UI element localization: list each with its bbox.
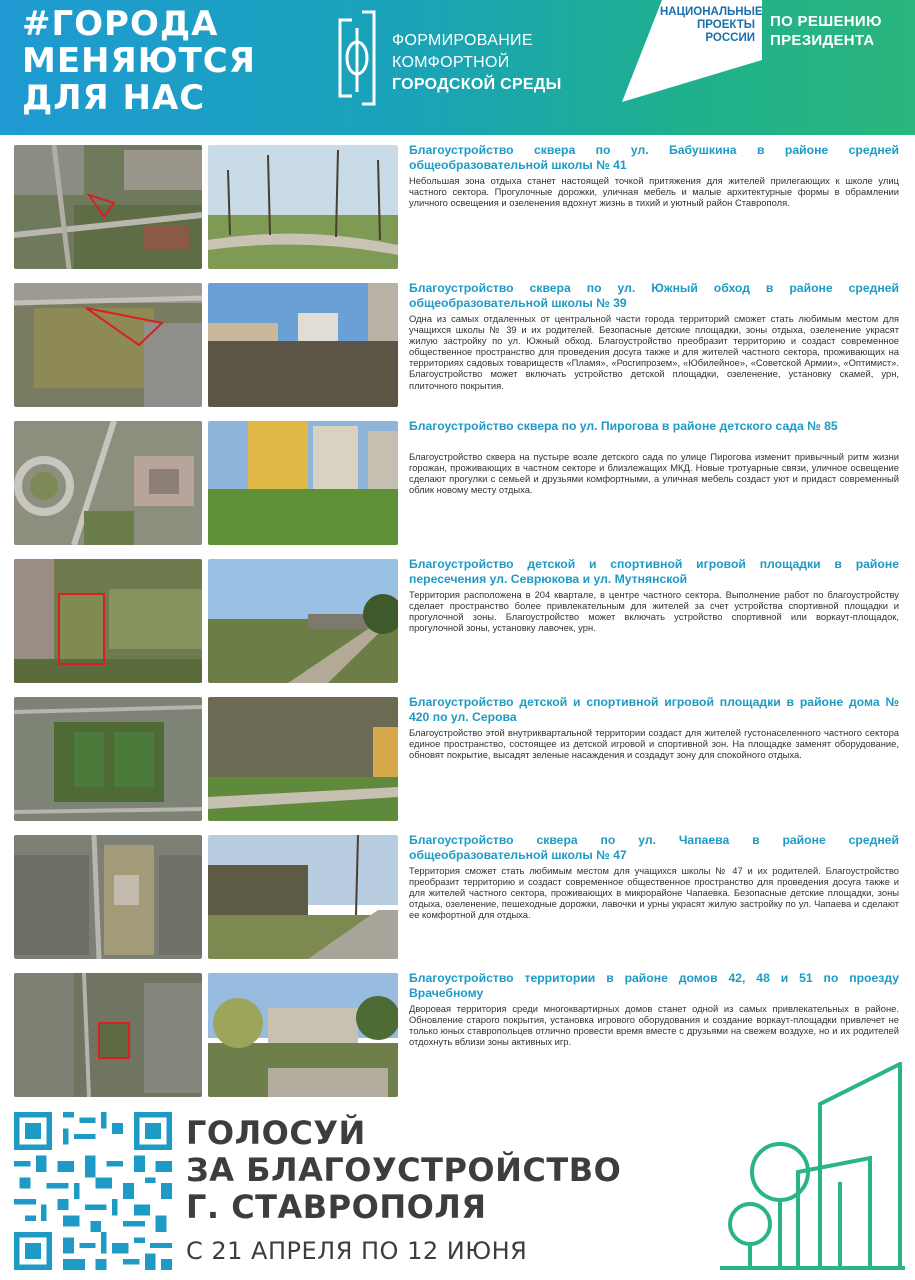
site-photo bbox=[208, 835, 398, 959]
project-description: Одна из самых отдаленных от центральной части города территорий сможет стать любимым местом для учащихся школы № 39 и их родителей. Безопасные детские площадки, зоны отдыха, озеленение украсят жилую застройку по ул. Южный обход. Благоустройство преобразит территорию и создаст современное общественное пространство для проведения досуга также и для жителей частного сектора, проживающих на территориях садовых товариществ «Пламя», «Росгипрозем», «Юбилейное», «Советской Армии», «Оптимист». Благоустройство может включать устройство детской площадки, озеленение, установку скамей, урн, плиточного покрытия. bbox=[409, 313, 899, 391]
project-title: Благоустройство сквера по ул. Чапаева в районе средней общеобразовательной школы № 47 bbox=[409, 833, 899, 862]
site-photo bbox=[208, 283, 398, 407]
comfortable-city-logo-icon bbox=[332, 8, 382, 108]
voting-dates: С 21 АПРЕЛЯ ПО 12 ИЮНЯ bbox=[186, 1237, 528, 1265]
project-description: Благоустройство сквера на пустыре возле детского сада по улице Пирогова изменит привычный ритм жизни горожан, проживающих в частном секторе и близлежащих МКД. Новые тротуарные связи, уличное освещение сделают прогулки с семьей и друзьями комфортными, а уличная мебель создаст уют и придаст современный облик новому месту отдыха. bbox=[409, 451, 899, 496]
satellite-map bbox=[14, 835, 202, 959]
project-item bbox=[0, 143, 915, 271]
project-item bbox=[0, 419, 915, 547]
project-item bbox=[0, 557, 915, 685]
site-photo bbox=[208, 697, 398, 821]
project-title: Благоустройство территории в районе домов 42, 48 и 51 по проезду Врачебному bbox=[409, 971, 899, 1000]
site-photo bbox=[208, 559, 398, 683]
satellite-map bbox=[14, 283, 202, 407]
project-description: Благоустройство этой внутриквартальной территории создаст для жителей густонаселенного частного сектора единое пространство, состоящее из детской игровой и спортивной зон. На площадке заменят оборудование, обновят покрытие, высадят зеленые насаждения и создадут зону для спокойного отдыха. bbox=[409, 727, 899, 761]
site-photo bbox=[208, 973, 398, 1097]
satellite-map bbox=[14, 421, 202, 545]
site-photo bbox=[208, 145, 398, 269]
national-projects-label: НАЦИОНАЛЬНЫЕ ПРОЕКТЫ РОССИИ bbox=[660, 6, 763, 44]
project-title: Благоустройство сквера по ул. Пирогова в районе детского сада № 85 bbox=[409, 419, 838, 433]
project-description: Небольшая зона отдыха станет настоящей точкой притяжения для жителей прилегающих к школе улиц частного сектора. Прогулочные дорожки, уличная мебель и малые архитектурные формы в обрамлении уличного освещения и озеленения вдохнут жизнь в тихий и уютный район Ставрополя. bbox=[409, 175, 899, 209]
project-title: Благоустройство сквера по ул. Бабушкина в районе средней общеобразовательной школы № 41 bbox=[409, 143, 899, 172]
satellite-map bbox=[14, 697, 202, 821]
satellite-map bbox=[14, 973, 202, 1097]
project-item bbox=[0, 833, 915, 961]
satellite-map bbox=[14, 559, 202, 683]
project-item bbox=[0, 281, 915, 409]
header-banner bbox=[0, 0, 915, 135]
project-title: Благоустройство детской и спортивной игровой площадки в районе пересечения ул. Севрюкова и ул. Мутнянской bbox=[409, 557, 899, 586]
satellite-map bbox=[14, 145, 202, 269]
project-description: Территория расположена в 204 квартале, в центре частного сектора. Выполнение работ по благоустройству сделает пространство более привлекательным для жителей за счет устройства спортивной площадки и прогулочной зоны. Благоустройство может включать устройство спортивной или воркаут-площадок, прогулочной зоны, установку лавочек, урн. bbox=[409, 589, 899, 634]
presidential-decision-label: ПО РЕШЕНИЮ ПРЕЗИДЕНТА bbox=[770, 13, 882, 49]
site-photo bbox=[208, 421, 398, 545]
project-description: Дворовая территория среди многоквартирных домов станет одной из самых привлекательных в районе. Обновление старого покрытия, установка игрового оборудования и создание воркаут-площадки привлечет не только юных ставропольцев отлично провести время вместе с друзьями на свежем воздухе, но и их родителей отдохнуть вблизи зоны активных игр. bbox=[409, 1003, 899, 1048]
vote-call-to-action: ГОЛОСУЙ ЗА БЛАГОУСТРОЙСТВО Г. СТАВРОПОЛЯ bbox=[186, 1114, 622, 1226]
project-description: Территория сможет стать любимым местом для учащихся школы № 47 и их родителей. Благоустройство преобразит территорию и создаст современное общественное пространство для проведения досуга также и для жителей частного сектора, проживающих в микрорайоне Чапаевка. Безопасные детские площадки, зоны отдыха, озеленение, пешеходные дорожки, лавочки и урны украсят жилую застройку по ул. Чапаева и сделают ее комфортной для отдыха. bbox=[409, 865, 899, 921]
city-buildings-trees-icon bbox=[720, 1062, 905, 1274]
project-title: Благоустройство сквера по ул. Южный обход в районе средней общеобразовательной школы № 39 bbox=[409, 281, 899, 310]
hashtag-slogan: #ГОРОДА МЕНЯЮТСЯ ДЛЯ НАС bbox=[22, 4, 256, 118]
program-name: ФОРМИРОВАНИЕ КОМФОРТНОЙ ГОРОДСКОЙ СРЕДЫ bbox=[392, 32, 562, 93]
qr-code-icon[interactable] bbox=[14, 1112, 172, 1270]
project-item bbox=[0, 695, 915, 823]
project-title: Благоустройство детской и спортивной игровой площадки в районе дома № 420 по ул. Серова bbox=[409, 695, 899, 724]
